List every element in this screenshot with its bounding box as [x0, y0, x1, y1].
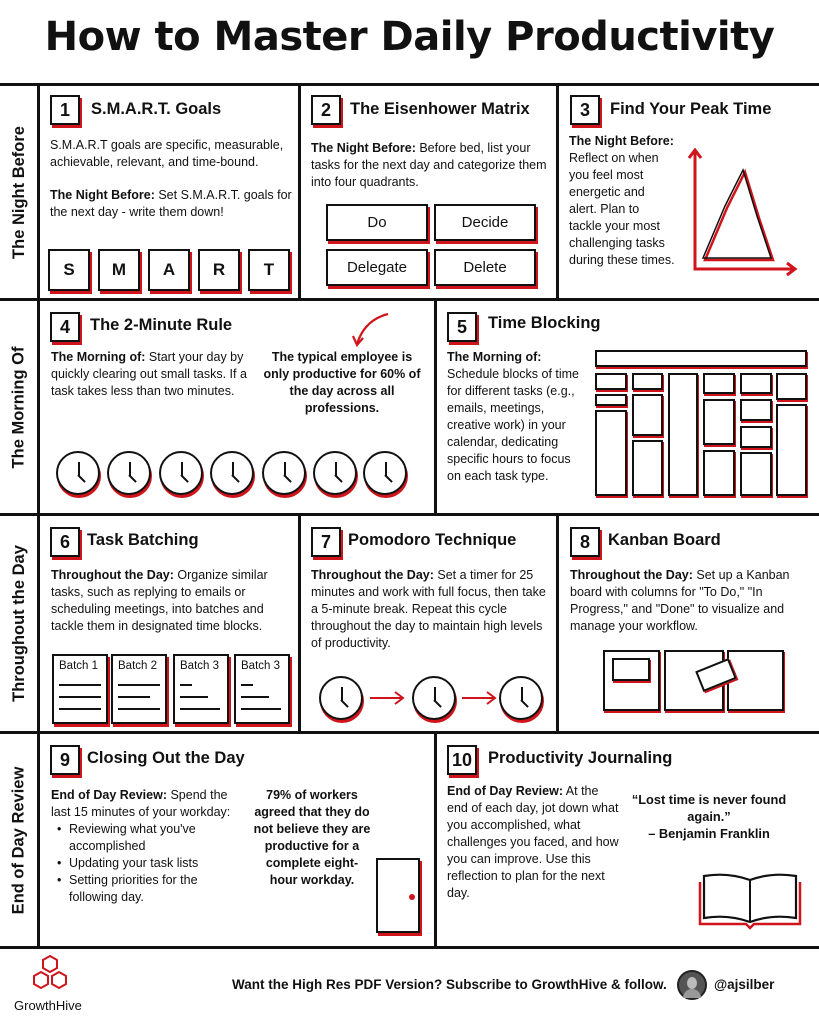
cell-title: Pomodoro Technique	[348, 531, 517, 549]
clock-icon	[363, 451, 407, 495]
list-item: • Setting priorities for the following day.	[51, 872, 247, 906]
stat-callout: The typical employee is only productive for 60% of the day across all professions.	[263, 350, 421, 415]
list-item: • Updating your task lists	[51, 855, 247, 872]
cell-title: Task Batching	[87, 531, 199, 549]
grid-divider	[298, 83, 301, 301]
cell-instruction: The Morning of: Schedule blocks of time for different tasks (e.g., emails, meetings, creative work) in your calendar, dedicating specific hours to focus on each task type.	[447, 350, 580, 483]
cell-description: S.M.A.R.T goals are specific, measurable, achievable, relevant, and time-bound.	[50, 138, 284, 169]
quote: “Lost time is never found again.” – Benjamin Franklin	[631, 792, 787, 841]
page-title: How to Master Daily Productivity	[44, 14, 775, 60]
cell-title: The 2-Minute Rule	[90, 316, 233, 334]
step-number: 4	[50, 312, 80, 342]
cell-instruction: End of Day Review: Spend the last 15 minutes of your workday:	[51, 788, 231, 819]
task-list	[51, 821, 247, 906]
cell-title: Closing Out the Day	[87, 749, 245, 767]
quadrant-do: Do	[326, 204, 428, 241]
cell-title: Kanban Board	[608, 531, 721, 549]
quadrant-delegate: Delegate	[326, 249, 428, 286]
clock-icon	[159, 451, 203, 495]
grid-line-top	[0, 83, 819, 86]
clock-icon	[210, 451, 254, 495]
clock-icon	[262, 451, 306, 495]
row-label-throughout-day: Throughout the Day	[9, 545, 28, 702]
row-label-night-before: The Night Before	[9, 125, 28, 259]
batch-card: Batch 3	[234, 654, 290, 724]
cell-instruction: The Night Before: Set S.M.A.R.T. goals for the next day - write them down!	[50, 188, 292, 219]
smart-letter-m: M	[98, 249, 140, 291]
arrow-right-icon	[368, 688, 406, 708]
grid-divider	[298, 513, 301, 734]
cell-instruction: Throughout the Day: Organize similar tasks, such as replying to emails or scheduling meetings, into batches and tackle them in designated time blocks.	[51, 568, 268, 633]
avatar[interactable]	[677, 970, 707, 1000]
grid-line-row3	[0, 513, 819, 516]
brand-name: GrowthHive	[14, 998, 82, 1013]
cell-instruction: Throughout the Day: Set a timer for 25 minutes and work with full focus, then take a 5-minute break. Repeat this cycle throughout the day to maintain high levels of productivity.	[311, 568, 546, 650]
clock-icon	[412, 676, 456, 720]
arrow-right-icon	[460, 688, 498, 708]
grid-line-row4	[0, 731, 819, 734]
smart-letter-t: T	[248, 249, 290, 291]
clock-icon	[313, 451, 357, 495]
quadrant-delete: Delete	[434, 249, 536, 286]
step-number: 3	[570, 95, 600, 125]
list-item: • Reviewing what you've accomplished	[51, 821, 247, 855]
footer-cta: Want the High Res PDF Version? Subscribe to GrowthHive & follow.	[232, 977, 667, 992]
cell-title: Productivity Journaling	[488, 749, 673, 767]
batch-card: Batch 2	[111, 654, 167, 724]
smart-letter-s: S	[48, 249, 90, 291]
step-number: 2	[311, 95, 341, 125]
cell-title: Find Your Peak Time	[610, 100, 772, 118]
grid-line-bottom	[0, 946, 819, 949]
grid-divider	[556, 83, 559, 301]
grid-line-row2	[0, 298, 819, 301]
arrow-curve-icon	[350, 312, 392, 350]
book-icon	[696, 870, 804, 932]
step-number: 10	[447, 745, 477, 775]
hexagon-logo-icon	[28, 955, 72, 997]
smart-letter-r: R	[198, 249, 240, 291]
clock-icon	[499, 676, 543, 720]
clock-icon	[319, 676, 363, 720]
author-handle[interactable]: @ajsilber	[714, 977, 775, 992]
grid-divider	[434, 731, 437, 949]
batch-card: Batch 1	[52, 654, 108, 724]
cell-title: The Eisenhower Matrix	[350, 100, 530, 118]
row-label-end-of-day: End of Day Review	[9, 766, 28, 914]
grid-divider	[434, 298, 437, 516]
cell-instruction: Throughout the Day: Set up a Kanban board with columns for "To Do," "In Progress," and "Done" to visualize and manage your workflow.	[570, 568, 790, 633]
peak-chart-icon	[683, 148, 807, 278]
quadrant-decide: Decide	[434, 204, 536, 241]
cell-instruction: The Morning of: Start your day by quickly clearing out small tasks. If a task takes less than two minutes.	[51, 350, 247, 398]
row-label-morning-of: The Morning Of	[9, 346, 28, 468]
clock-icon	[56, 451, 100, 495]
stat-callout: 79% of workers agreed that they do not believe they are productive for a complete eight-hour workday.	[253, 788, 371, 887]
cell-instruction: End of Day Review: At the end of each day, jot down what you accomplished, what challenges you faced, and how you can improve. Use this reflection to plan for the next day.	[447, 784, 619, 900]
step-number: 7	[311, 527, 341, 557]
step-number: 8	[570, 527, 600, 557]
clock-icon	[107, 451, 151, 495]
step-number: 5	[447, 312, 477, 342]
cell-title: S.M.A.R.T. Goals	[91, 100, 222, 118]
step-number: 9	[50, 745, 80, 775]
batch-card: Batch 3	[173, 654, 229, 724]
cell-instruction: The Night Before: Reflect on when you feel most energetic and alert. Plan to tackle your most challenging tasks during these times.	[569, 134, 675, 267]
grid-divider	[556, 513, 559, 734]
smart-letter-a: A	[148, 249, 190, 291]
cell-instruction: The Night Before: Before bed, list your tasks for the next day and categorize them into four quadrants.	[311, 141, 547, 189]
step-number: 6	[50, 527, 80, 557]
step-number: 1	[50, 95, 80, 125]
cell-title: Time Blocking	[488, 314, 601, 332]
